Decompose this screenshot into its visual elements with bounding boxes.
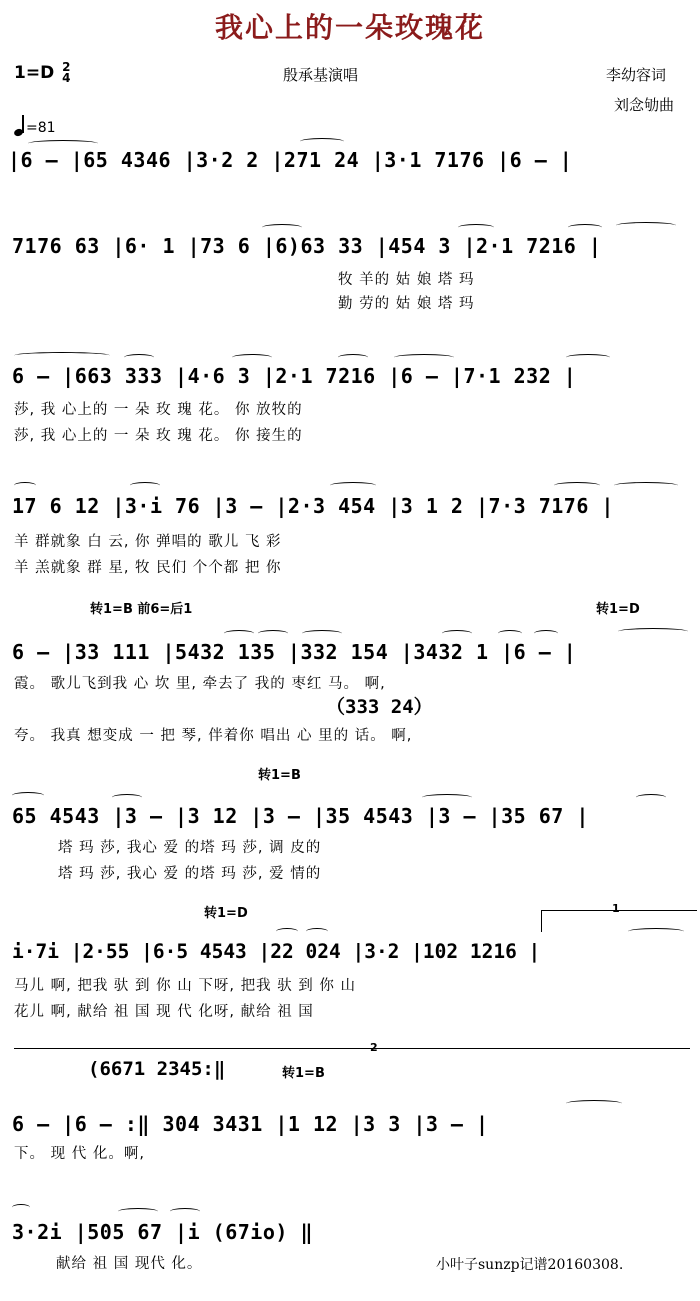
lyrics-row-6-verse-2: 塔 玛 莎, 我心 爱 的塔 玛 莎, 爱 情的 [58, 866, 322, 882]
lyrics-row-3-verse-1: 莎, 我 心上的 一 朵 玫 瑰 花。 你 放牧的 [14, 402, 303, 418]
singer-credit: 殷承基演唱 [283, 66, 359, 84]
lyrics-row-7-verse-2: 花儿 啊, 献给 祖 国 现 代 化呀, 献给 祖 国 [14, 1004, 314, 1020]
lyrics-row-4-verse-2: 羊 羔就象 群 星, 牧 民们 个个都 把 你 [14, 560, 282, 576]
lyrics-row-5-verse-2: 夸。 我真 想变成 一 把 琴, 伴着你 唱出 心 里的 话。 啊, [14, 728, 413, 744]
lyrics-row-6-verse-1: 塔 玛 莎, 我心 爱 的塔 玛 莎, 调 皮的 [58, 840, 322, 856]
lyricist-credit: 李幼容词 [606, 66, 667, 84]
lyrics-row-4-verse-1: 羊 群就象 白 云, 你 弹唱的 歌儿 飞 彩 [14, 534, 282, 550]
staff-row-6: 65 4543 |3 – |3 12 |3 – |35 4543 |3 – |35 67 | [12, 804, 589, 828]
staff-row-4: 17 6 12 |3·i 76 |3 – |2·3 454 |3 1 2 |7·3 7176 | [12, 494, 614, 518]
modulation-mark-left: 转1=B 前6=后1 [90, 602, 193, 617]
tempo-mark [14, 114, 56, 136]
staff-row-8: 6 – |6 – :‖ 304 3431 |1 12 |3 3 |3 – | [12, 1112, 489, 1136]
key-signature [14, 62, 70, 84]
staff-row-1: |6 – |65 4346 |3·2 2 |271 24 |3·1 7176 |6 – | [8, 148, 573, 172]
modulation-mark-row-7: 转1=D [204, 906, 248, 921]
staff-row-3: 6 – |663 333 |4·6 3 |2·1 7216 |6 – |7·1 232 | [12, 364, 577, 388]
quarter-note-icon [14, 114, 26, 136]
lyrics-row-5-verse-1: 霞。 歌儿飞到我 心 坎 里, 牵去了 我的 枣红 马。 啊, [14, 676, 386, 692]
modulation-mark-row-8: 转1=B [282, 1066, 325, 1081]
alt-notes-row-5: （333 24） [326, 696, 433, 718]
song-title: 我心上的一朵玫瑰花 [214, 11, 485, 44]
volta-2-label: 2 [370, 1041, 378, 1054]
key-label: 1=D [14, 63, 55, 83]
lyrics-row-8-verse-1: 下。 现 代 化。啊, [14, 1146, 145, 1162]
staff-row-5: 6 – |33 111 |5432 135 |332 154 |3432 1 |6 – | [12, 640, 577, 664]
staff-row-9: 3·2i |505 67 |i (67io) ‖ [12, 1220, 313, 1244]
lyrics-row-2-verse-1: 牧 羊的 姑 娘 塔 玛 [338, 272, 475, 288]
composer-credit: 刘念劬曲 [614, 96, 675, 114]
lyrics-row-9-verse-1: 献给 祖 国 现代 化。 [56, 1256, 203, 1272]
staff-row-2: 7176 63 |6· 1 |73 6 |6)63 33 |454 3 |2·1 7216 | [12, 234, 602, 258]
time-bottom: 4 [62, 71, 71, 85]
transcriber-credit: 小叶子sunzp记谱20160308. [436, 1257, 624, 1273]
modulation-mark-row-6: 转1=B [258, 768, 301, 783]
modulation-mark-right: 转1=D [596, 602, 640, 617]
volta-1-label: 1 [612, 902, 620, 915]
staff-row-7: i·7i |2·55 |6·5 4543 |22 024 |3·2 |102 1216 | [12, 940, 541, 963]
alt-notes-row-8: (6671 2345:‖ [88, 1058, 226, 1080]
time-signature [62, 62, 70, 84]
tempo-value: =81 [26, 120, 56, 136]
lyrics-row-3-verse-2: 莎, 我 心上的 一 朵 玫 瑰 花。 你 接生的 [14, 428, 303, 444]
lyrics-row-2-verse-2: 勤 劳的 姑 娘 塔 玛 [338, 296, 475, 312]
lyrics-row-7-verse-1: 马儿 啊, 把我 驮 到 你 山 下呀, 把我 驮 到 你 山 [14, 978, 357, 994]
time-top: 2 [62, 60, 71, 74]
